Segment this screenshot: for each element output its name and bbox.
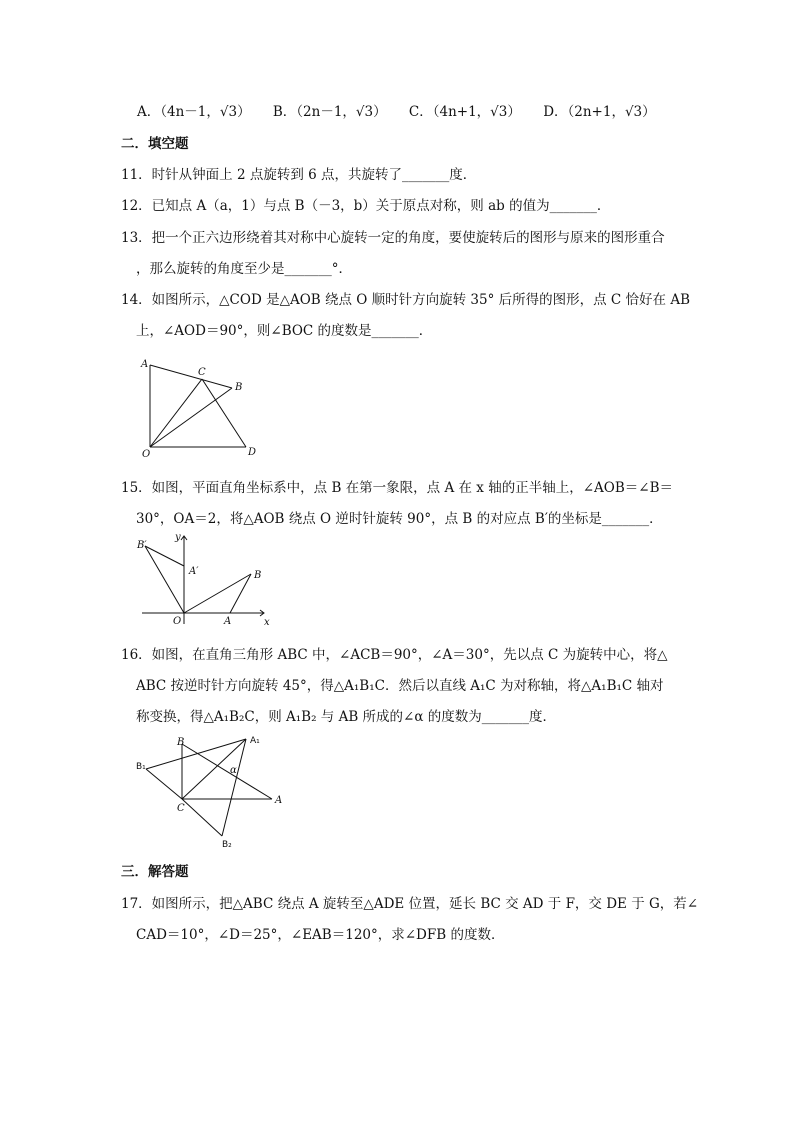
q10-options <box>137 103 674 121</box>
figure-16 <box>134 733 284 853</box>
label-o: O <box>142 449 151 460</box>
label-b-prime: B′ <box>137 540 147 551</box>
question-16-line-1: 16．如图，在直角三角形 ABC 中，∠ACB＝90°，∠A＝30°，先以点 C 为旋转中心，将△ <box>121 647 668 663</box>
section-fill-heading: 二．填空题 <box>121 136 189 152</box>
label-a1: A₁ <box>250 736 260 746</box>
segment-ab <box>150 365 232 388</box>
question-16-line-3: 称变换，得△A₁B₂C，则 A₁B₂ 与 AB 所成的∠α 的度数为_______度． <box>136 709 557 725</box>
label-a-16: A <box>275 795 283 806</box>
label-a-15: A <box>224 616 232 627</box>
question-15-line-2: 30°，OA＝2，将△AOB 绕点 O 逆时针旋转 90°，点 B 的对应点 B′的坐标是_______． <box>136 511 663 527</box>
label-b1: B₁ <box>136 762 146 772</box>
segment-ob <box>150 388 232 447</box>
option-b: B．（2n－1，√3） <box>272 104 387 120</box>
label-b-16: B <box>177 737 185 748</box>
question-15-line-1: 15．如图，平面直角坐标系中，点 B 在第一象限，点 A 在 x 轴的正半轴上，∠AOB＝∠B＝ <box>121 480 673 496</box>
option-a: A．（4n－1，√3） <box>137 104 251 120</box>
label-alpha: α <box>230 765 237 776</box>
label-d: D <box>248 447 257 458</box>
segment-a1b2 <box>222 739 246 836</box>
question-13-line-2: ，那么旋转的角度至少是_______°． <box>136 261 352 277</box>
question-14-line-2: 上，∠AOD＝90°，则∠BOC 的度数是_______． <box>136 323 433 339</box>
segment-cb2 <box>182 799 222 836</box>
label-a: A <box>141 359 149 370</box>
question-13-line-1: 13．把一个正六边形绕着其对称中心旋转一定的角度，要使旋转后的图形与原来的图形重合 <box>121 230 665 246</box>
question-17-line-1: 17．如图所示，把△ABC 绕点 A 旋转至△ADE 位置，延长 BC 交 AD 于 F，交 DE 于 G，若∠ <box>121 896 699 912</box>
label-c: C <box>198 367 206 378</box>
label-y: y <box>175 532 181 543</box>
label-c-16: C <box>177 803 185 814</box>
label-a-prime: A′ <box>189 566 199 577</box>
label-b-15: B <box>254 570 262 581</box>
segment-oc <box>150 379 202 447</box>
option-c: C．（4n+1，√3） <box>408 104 521 120</box>
section-solve-heading: 三．解答题 <box>121 864 189 880</box>
question-17-line-2: CAD＝10°，∠D＝25°，∠EAB＝120°，求∠DFB 的度数． <box>136 927 505 943</box>
question-11: 11．时针从钟面上 2 点旋转到 6 点，共旋转了_______度． <box>121 167 477 183</box>
segment-b1c <box>146 769 182 799</box>
label-b2: B₂ <box>222 840 232 850</box>
segment-ab-16 <box>182 744 272 799</box>
label-b: B <box>235 382 243 393</box>
figure-14 <box>136 355 266 460</box>
figure-15 <box>134 528 274 628</box>
label-x: x <box>264 617 270 628</box>
label-o-15: O <box>173 616 182 627</box>
option-d: D．（2n+1，√3） <box>543 104 656 120</box>
question-16-line-2: ABC 按逆时针方向旋转 45°，得△A₁B₁C．然后以直线 A₁C 为对称轴，将△A₁B₁C 轴对 <box>136 678 664 694</box>
question-14-line-1: 14．如图所示，△COD 是△AOB 绕点 O 顺时针方向旋转 35° 后所得的图形，点 C 恰好在 AB <box>121 292 691 308</box>
question-12: 12．已知点 A（a，1）与点 B（－3，b）关于原点对称，则 ab 的值为_______． <box>121 198 611 214</box>
